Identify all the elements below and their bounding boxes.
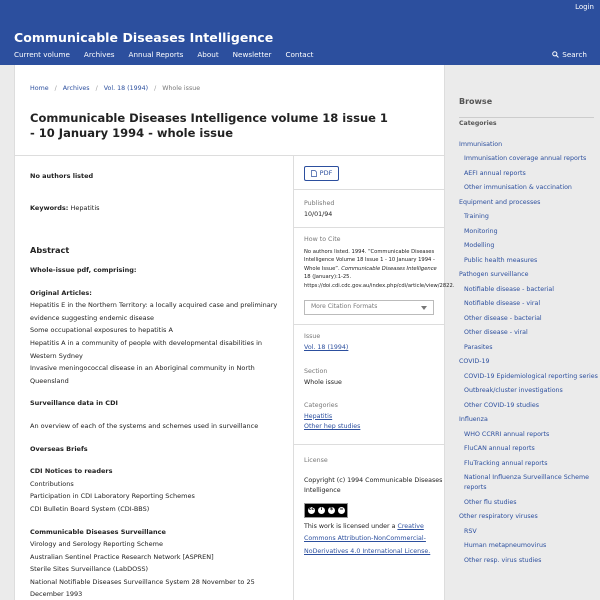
sidebar [446,65,600,600]
list-item: Contributions [30,479,74,488]
sidebar-category-item[interactable]: Other disease - bacterial [464,314,542,322]
authors: No authors listed [30,172,94,180]
divider [294,227,444,228]
breadcrumb-archives[interactable]: Archives [62,85,90,92]
nc-icon: $ [327,506,336,515]
how-to-cite-label: How to Cite [304,236,341,243]
sidebar-category-item[interactable]: Influenza [459,416,488,423]
search-icon [552,51,559,58]
list-item: Some occupational exposures to hepatitis A [30,326,173,335]
sidebar-category-item[interactable]: FluCAN annual reports [464,445,535,452]
how-to-cite [304,235,455,290]
breadcrumb-separator: / [95,85,98,92]
sidebar-category-item[interactable]: Other COVID-19 studies [464,401,540,409]
abstract-heading: Abstract [30,245,70,255]
login-link[interactable]: Login [575,3,594,11]
nav-current-volume[interactable]: Current volume [14,50,70,59]
divider [294,444,444,445]
pdf-button[interactable] [304,166,339,181]
sidebar-category-item[interactable]: Modelling [464,242,495,249]
list-item: National Notifiable Diseases Surveillance System 28 November to 25 December 1993 [30,577,255,599]
sidebar-category-item[interactable]: Other flu studies [464,498,517,506]
sidebar-categories-label: Categories [459,120,497,127]
sidebar-category-item[interactable]: Notifiable disease - viral [464,300,541,307]
article-panel [14,65,455,600]
list-item: Participation in CDI Laboratory Reporting Schemes [30,492,195,501]
sidebar-category-item[interactable]: WHO CCRRI annual reports [464,430,550,438]
citation-formats-label: More Citation Formats [311,303,378,311]
sidebar-category-item[interactable]: Other respiratory viruses [459,513,538,520]
divider [459,117,594,118]
sidebar-category-item[interactable]: Human metapneumovirus [464,542,547,549]
sidebar-category-item[interactable]: Public health measures [464,256,538,264]
nav-annual-reports[interactable]: Annual Reports [128,50,184,59]
citation-formats-dropdown[interactable] [304,300,434,315]
cc-license-badge[interactable] [304,503,348,518]
surveillance-text: An overview of each of the systems and schemes used in surveillance [30,421,259,430]
by-icon: i [317,506,326,515]
breadcrumb-issue[interactable]: Vol. 18 (1994) [103,85,149,92]
sidebar-category-item[interactable]: Other immunisation & vaccination [464,184,572,191]
issue-link[interactable]: Vol. 18 (1994) [304,343,349,351]
issue-section [304,332,444,353]
license-prefix: This work is licensed under a [304,522,396,530]
sidebar-category-item[interactable]: Training [464,213,489,220]
divider [15,155,445,156]
original-heading: Original Articles: [30,288,92,297]
sidebar-category-item[interactable]: COVID-19 [459,358,490,365]
abstract-intro: Whole-issue pdf, comprising: [30,266,137,274]
nav-contact[interactable]: Contact [285,50,314,59]
sidebar-category-item[interactable]: Other resp. virus studies [464,556,542,564]
divider [293,156,294,600]
keywords-value: Hepatitis [70,204,100,212]
browse-heading: Browse [459,97,493,106]
citation-text [304,248,455,291]
sidebar-category-item[interactable]: Outbreak/cluster investigations [464,387,563,394]
citation-journal: Communicable Diseases Intelligence [341,265,437,272]
published-section-block [304,199,444,220]
sidebar-category-item[interactable]: RSV [464,527,477,535]
list-item: Virology and Serology Reporting Scheme [30,540,163,549]
citation-part-2: 18 (January):1-25. https://doi.cdi.cdc.gov.au/index.php/cdi/article/view/2822. [304,274,455,289]
breadcrumb-current: Whole issue [162,85,201,92]
issue-label: Issue [304,333,321,340]
category-list [459,135,599,566]
sidebar-category-item[interactable]: COVID-19 Epidemiological reporting series [464,372,598,380]
page-title: Communicable Diseases Intelligence volume 18 issue 1 - 10 January 1994 - whole issue [30,111,388,140]
search-link[interactable] [552,50,587,59]
nd-icon: = [337,506,346,515]
nav-newsletter[interactable]: Newsletter [232,50,272,59]
category-link[interactable]: Hepatitis [304,412,333,420]
list-item: Australian Sentinel Practice Research Network [ASPREN] [30,552,214,561]
breadcrumb [30,85,200,92]
overseas-heading: Overseas Briefs [30,444,88,453]
list-item: Hepatitis A in a community of people with developmental disabilities in Western Sydney [30,338,263,360]
surveillance-heading: Surveillance data in CDI [30,399,118,408]
main-nav [14,50,327,59]
citation-part-1: No authors listed. 1994. “Communicable Diseases Intelligence Volume 18 Issue 1 - 10 January 1994 - Whole Issue”. [304,248,435,272]
site-header [0,0,600,65]
copyright: Copyright (c) 1994 Communicable Diseases Intelligence [304,476,443,494]
breadcrumb-separator: / [154,85,157,92]
sidebar-category-item[interactable]: Equipment and processes [459,198,541,206]
site-title[interactable]: Communicable Diseases Intelligence [14,30,274,45]
cc-icon: cc [307,506,316,515]
list-item: CDI Bulletin Board System (CDI-BBS) [30,504,150,513]
keywords-label: Keywords: [30,204,69,212]
sidebar-category-item[interactable]: Notifiable disease - bacterial [464,285,555,293]
category-link[interactable]: Other hep studies [304,423,361,430]
sidebar-category-item[interactable]: FluTracking annual reports [464,459,548,467]
section-value: Whole issue [304,378,342,386]
license-label: License [304,457,328,464]
divider [294,189,444,190]
notices-heading: CDI Notices to readers [30,467,113,476]
sidebar-category-item[interactable]: Pathogen surveillance [459,271,529,278]
license-link[interactable]: Creative Commons Attribution-NonCommercial-NoDerivatives 4.0 International License. [304,522,431,555]
sidebar-category-item[interactable]: Immunisation coverage annual reports [464,155,587,162]
published-label: Published [304,200,335,207]
nav-archives[interactable]: Archives [83,50,115,59]
list-item: Invasive meningococcal disease in an Aboriginal community in North Queensland [30,364,255,385]
license-text [304,521,444,559]
sidebar-category-item[interactable]: National Influenza Surveillance Scheme reports [464,474,590,491]
sidebar-category-item[interactable]: Other disease - viral [464,329,528,336]
published-date: 10/01/94 [304,210,333,218]
sidebar-category-item[interactable]: Monitoring [464,227,498,235]
list-item: Sterile Sites Surveillance (LabDOSS) [30,565,149,574]
categories-section [304,401,444,433]
pdf-label: PDF [319,169,333,178]
breadcrumb-separator: / [54,85,57,92]
sidebar-category-item[interactable]: AEFI annual reports [464,169,526,177]
chevron-down-icon [421,306,427,310]
original-articles [30,287,285,388]
keywords [30,202,100,215]
breadcrumb-home[interactable]: Home [30,85,49,92]
notices [30,465,285,515]
sidebar-category-item[interactable]: Parasites [464,343,493,351]
categories-label: Categories [304,402,338,409]
list-item: Hepatitis E in the Northern Territory: a locally acquired case and preliminary evidence suggesting endemic disease [30,301,278,322]
sidebar-category-item[interactable]: Immunisation [459,140,503,148]
abstract-body [30,264,285,600]
cds [30,526,285,600]
search-label: Search [562,50,587,59]
cds-heading: Communicable Diseases Surveillance [30,527,166,536]
nav-about[interactable]: About [197,50,219,59]
file-icon [311,170,317,177]
section-label: Section [304,368,328,375]
divider [294,324,444,325]
license-section [304,456,444,558]
section-section [304,367,444,388]
